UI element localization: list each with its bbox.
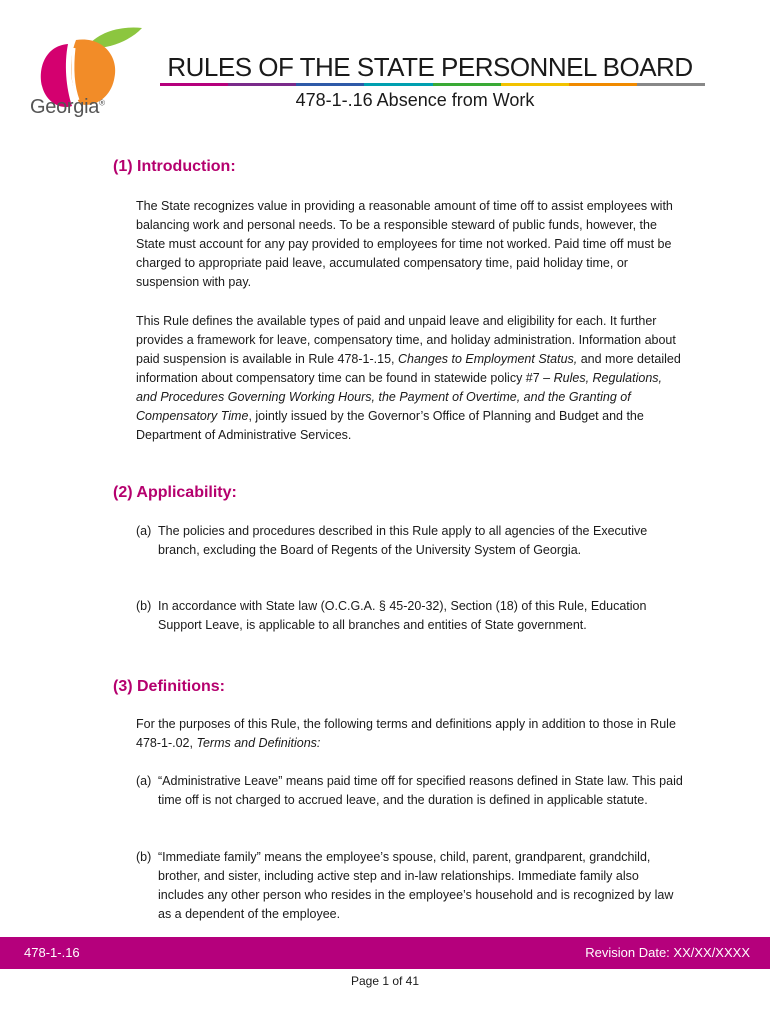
applicability-item-a: [136, 522, 686, 560]
underline-segment: [160, 83, 228, 86]
intro-p2-text: , jointly issued by the Governor’s Office of Planning and Budget and the Department of Administrative Services.: [136, 409, 644, 442]
section-heading-applicability: (2) Applicability:: [113, 484, 237, 501]
title-underline: [160, 83, 705, 86]
underline-segment: [228, 83, 296, 86]
intro-paragraph-2: [136, 312, 686, 445]
section-heading-introduction: (1) Introduction:: [113, 158, 236, 175]
underline-segment: [433, 83, 501, 86]
intro-paragraph-1: The State recognizes value in providing a reasonable amount of time off to assist employees with balancing work and personal needs. To be a responsible steward of public funds, however, the State must account for any pay provided to employees for time not worked. Paid time off must be charged to appropriate paid leave, accumulated compensatory time, paid holiday time, or suspension with pay.: [136, 199, 673, 289]
definitions-item-a: [136, 772, 686, 810]
item-marker: (a): [136, 774, 152, 788]
definitions-intro-ref: Terms and Definitions:: [196, 736, 321, 750]
section-heading-definitions: (3) Definitions:: [113, 678, 225, 695]
document-subtitle: 478-1-.16 Absence from Work: [295, 90, 535, 110]
item-text: In accordance with State law (O.C.G.A. § 45-20-32), Section (18) of this Rule, Education Support Leave, is applicable to all branches and entities of State government.: [158, 599, 647, 632]
intro-p2-ref-policy: Rules, Regulations, and Procedures Governing Working Hours, the Payment of Overtime, and the Granting of Compensatory Time: [136, 371, 663, 423]
underline-segment: [569, 83, 637, 86]
item-marker: (b): [136, 599, 152, 613]
footer-band: [0, 937, 770, 969]
intro-p2-text: and more detailed information about compensatory time can be found in statewide policy #7 –: [136, 352, 681, 385]
logo-text: Georgia: [30, 96, 100, 118]
footer-revision-date: Revision Date: XX/XX/XXXX: [585, 945, 750, 960]
definitions-item-b: [136, 848, 686, 924]
item-marker: (a): [136, 524, 152, 538]
underline-segment: [364, 83, 432, 86]
definitions-intro-text: For the purposes of this Rule, the following terms and definitions apply in addition to those in Rule 478-1-.02,: [136, 717, 676, 750]
registered-mark: ®: [99, 98, 105, 108]
intro-p2-ref-rule: Changes to Employment Status,: [397, 352, 578, 366]
applicability-item-b: [136, 597, 686, 635]
underline-segment: [501, 83, 569, 86]
item-marker: (b): [136, 850, 152, 864]
document-title: RULES OF THE STATE PERSONNEL BOARD: [167, 52, 693, 82]
item-text: “Administrative Leave” means paid time off for specified reasons defined in State law. This paid time off is not charged to accrued leave, and the duration is defined in applicable statute.: [158, 774, 683, 807]
page-number: Page 1 of 41: [350, 974, 420, 988]
item-text: “Immediate family” means the employee’s spouse, child, parent, grandparent, grandchild, brother, and sister, including active step and in-law relationships. Immediate family also includes any other person who resides in the employee’s household and is recognized by law as a dependent of the employee.: [158, 850, 674, 921]
underline-segment: [296, 83, 364, 86]
footer-rule-number: 478-1-.16: [24, 945, 80, 960]
intro-p2-text: This Rule defines the available types of paid and unpaid leave and eligibility for each. It further provides a framework for leave, compensatory time, and holiday administration. Information about paid suspension is available in Rule 478-1-.15,: [136, 314, 676, 366]
item-text: The policies and procedures described in this Rule apply to all agencies of the Executive branch, excluding the Board of Regents of the University System of Georgia.: [158, 524, 648, 557]
definitions-intro: [136, 715, 686, 753]
underline-segment: [637, 83, 705, 86]
